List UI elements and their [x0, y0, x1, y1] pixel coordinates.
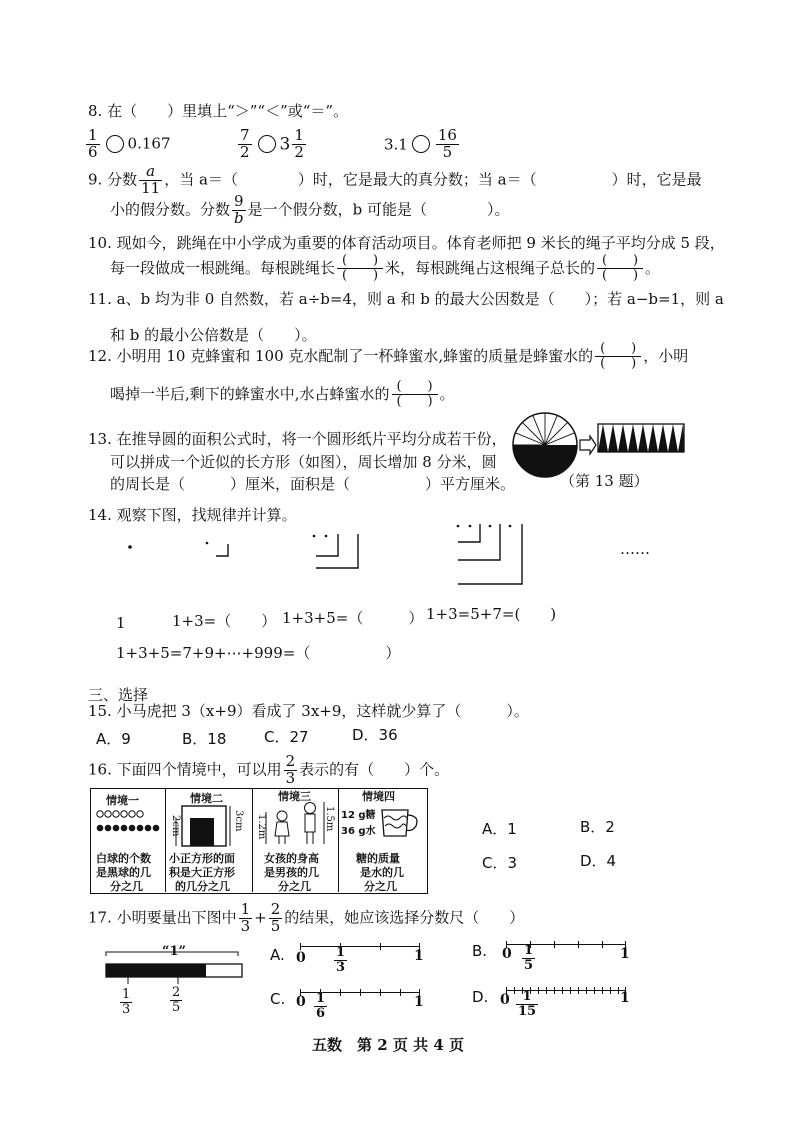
q14-formula-3: 1+3+5=（ ） [282, 609, 424, 627]
ruler-one: 1 [414, 994, 424, 1010]
ruler-one: 1 [620, 946, 630, 962]
ruler-one: 1 [620, 990, 630, 1006]
q12-line2: 喝掉一半后,剩下的蜂蜜水中,水占蜂蜜水的 ( ) ( ) 。 [110, 379, 455, 410]
text: 每一段做成一根跳绳。每根跳绳长 [110, 258, 336, 277]
bar-right-fraction: $\frac{2}{5}$ [172, 985, 181, 1015]
q13-line3: 的周长是（ ）厘米，面积是（ ）平方厘米。 [110, 475, 516, 493]
q14-ellipsis: …… [620, 540, 650, 558]
frac-num: 2 [270, 900, 281, 918]
water-label: 36 g水 [341, 826, 376, 837]
q8-text: 8. 在（ ）里填上“＞”“＜”或“＝”。 [88, 102, 349, 120]
value: 0.167 [127, 134, 171, 153]
q17-option-b[interactable]: B. [472, 942, 488, 960]
text: 喝掉一半后,剩下的蜂蜜水中,水占蜂蜜水的 [110, 384, 390, 403]
q8-item-3 [384, 128, 461, 161]
arrow-right-icon [580, 436, 596, 454]
q16-option-a[interactable]: A．1 [482, 820, 517, 838]
ruler-zero: 0 [502, 946, 512, 962]
q11-line2: 和 b 的最小公倍数是（ ）。 [110, 326, 317, 344]
answer-blank[interactable]: ( ) ( ) [597, 254, 643, 284]
q17-option-a[interactable]: A. [270, 946, 285, 964]
sugar-label: 12 g糖 [341, 810, 376, 821]
q15-option-c[interactable]: C．27 [264, 728, 309, 746]
text: 的结果，她应该选择分数尺（ ） [284, 908, 525, 927]
boy-height-label: 1.5m [324, 806, 335, 832]
q16-option-b[interactable]: B．2 [580, 818, 615, 836]
q13-line1: 13. 在推导圆的面积公式时，将一个圆形纸片平均分成若干份， [88, 430, 507, 448]
frac-den: b [234, 208, 244, 227]
text: 米，每根跳绳占这根绳子总长的 [385, 258, 596, 277]
cup-icon [378, 802, 424, 842]
frac-den: 3 [285, 768, 296, 787]
big-side-label: 3cm [233, 810, 244, 832]
fraction-bar-figure [100, 950, 250, 986]
frac-den: 5 [270, 916, 281, 935]
ruler-zero: 0 [296, 950, 306, 966]
dot-pattern-figure [110, 520, 650, 600]
text: 12. 小明用 10 克蜂蜜和 100 克水配制了一杯蜂蜜水,蜂蜜的质量是蜂蜜水的 [88, 346, 594, 365]
page-footer: 五数 第 2 页 共 4 页 [312, 1036, 464, 1054]
section-title: 三、选择 [88, 686, 149, 704]
compare-circle[interactable] [106, 135, 124, 153]
scenario-3-title: 情境三 [278, 790, 311, 803]
q15-option-b[interactable]: B．18 [182, 730, 227, 748]
frac-den: 3 [240, 916, 251, 935]
text: ，当 a＝（ ）时，它是最大的真分数；当 a＝（ ）时，它是最 [164, 170, 702, 189]
ruler-one: 1 [414, 948, 424, 964]
q11-line1: 11. a、b 均为非 0 自然数，若 a÷b=4，则 a 和 b 的最大公因数是（ ）；若 a−b=1，则 a [88, 290, 724, 308]
q16-option-d[interactable]: D．4 [580, 852, 617, 870]
value: 3.1 [384, 135, 408, 154]
text: 16. 下面四个情境中，可以用 [88, 760, 282, 779]
scenario-4-caption: 糖的质量 是水的几 分之几 [356, 852, 404, 893]
whole: 3 [279, 134, 291, 155]
q17-text: 17. 小明要量出下图中 $\frac{1}{3}$ + $\frac{2}{5}$ 的结果，她应该选择分数尺（ ） [88, 900, 525, 935]
answer-blank[interactable]: ( ) ( ) [337, 254, 383, 284]
scenario-2-title: 情境二 [190, 792, 223, 805]
compare-circle[interactable] [258, 135, 276, 153]
frac-den: 2 [294, 142, 304, 161]
q8-item-1 [84, 128, 171, 161]
q14-formula-2: 1+3=（ ） [172, 612, 277, 630]
small-side-label: 2cm [170, 815, 181, 837]
q14-text: 14. 观察下图，找规律并计算。 [88, 506, 297, 524]
text: 表示的有（ ）个。 [299, 760, 450, 779]
q10-line1: 10. 现如今，跳绳在中小学成为重要的体育活动项目。体育老师把 9 米长的绳子平均分成 5 段， [88, 234, 725, 252]
q8-item-2 [236, 128, 308, 161]
frac-den: 5 [442, 142, 453, 161]
sectored-circle [513, 413, 577, 477]
frac-num: 1 [88, 126, 98, 144]
approx-rectangle [598, 424, 684, 452]
frac-num: a [139, 164, 162, 181]
text: 是一个假分数，b 可能是（ ）。 [247, 200, 510, 219]
frac-num: 1 [294, 126, 304, 144]
q15-option-a[interactable]: A．9 [96, 730, 131, 748]
q14-formula-5: 1+3+5=7+9+⋯+999=（ ） [116, 644, 401, 662]
text: 9. 分数 [88, 170, 138, 189]
q17-option-d[interactable]: D. [472, 988, 489, 1006]
text: 17. 小明要量出下图中 [88, 908, 237, 927]
scenario-1-title: 情境一 [106, 794, 139, 807]
answer-blank[interactable]: ( ) ( ) [392, 380, 438, 410]
q12-line1 [88, 342, 688, 372]
frac-den: 11 [141, 178, 161, 197]
q16-text [88, 754, 449, 787]
ruler-a-fraction: $\frac{1}{3}$ [336, 945, 346, 975]
whole-label: “1” [162, 944, 187, 959]
scenario-4-title: 情境四 [362, 790, 395, 803]
text: ，小明 [643, 346, 689, 365]
q17-option-c[interactable]: C. [270, 990, 286, 1008]
frac-den: 2 [240, 142, 250, 161]
balls-figure [92, 804, 164, 840]
frac-num: 16 [437, 126, 457, 144]
q13-caption: （第 13 题） [560, 472, 649, 490]
q9-line2 [110, 194, 510, 227]
q13-line2: 可以拼成一个近似的长方形（如图），周长增加 8 分米，圆 [110, 453, 497, 471]
scenario-2-caption: 小正方形的面 积是大正方形 的几分之几 [169, 852, 235, 893]
scenario-1-caption: 白球的个数 是黑球的几 分之几 [96, 852, 151, 893]
compare-circle[interactable] [412, 135, 430, 153]
q15-option-d[interactable]: D．36 [352, 726, 398, 744]
ruler-c-fraction: $\frac{1}{6}$ [316, 991, 326, 1021]
frac-num: 9 [232, 194, 246, 211]
text: 小的假分数。分数 [110, 200, 231, 219]
answer-blank[interactable]: ( ) ( ) [595, 342, 641, 372]
q15-text: 15. 小马虎把 3（x+9）看成了 3x+9，这样就少算了（ ）。 [88, 702, 529, 720]
bar-left-fraction: $\frac{1}{3}$ [122, 987, 131, 1017]
frac-num: 7 [240, 126, 250, 144]
ruler-a[interactable] [300, 946, 420, 947]
scenario-3-caption: 女孩的身高 是男孩的几 分之几 [264, 852, 319, 893]
q14-formula-4: 1+3=5+7=( ) [426, 605, 557, 623]
ruler-d-fraction: $\frac{1}{15}$ [518, 989, 537, 1019]
frac-den: 6 [88, 142, 98, 161]
girl-height-label: 1.2m [256, 814, 267, 840]
q9-line1 [88, 164, 702, 197]
q10-line2: 每一段做成一根跳绳。每根跳绳长 ( ) ( ) 米，每根跳绳占这根绳子总长的 ( ) ( ) 。 [110, 253, 661, 284]
q16-option-c[interactable]: C．3 [482, 854, 518, 872]
frac-num: 1 [240, 900, 251, 918]
q14-formula-1: 1 [116, 614, 126, 632]
ruler-zero: 0 [500, 992, 510, 1008]
frac-num: 2 [285, 752, 296, 770]
ruler-zero: 0 [296, 994, 306, 1010]
ruler-b-fraction: $\frac{1}{5}$ [524, 943, 534, 973]
